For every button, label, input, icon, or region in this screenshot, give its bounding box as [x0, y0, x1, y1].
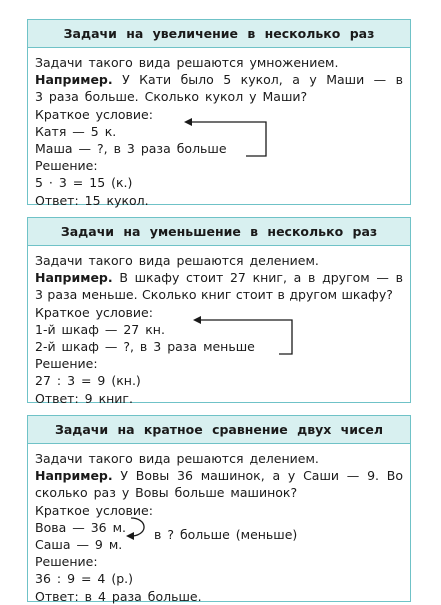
- comparison-question: в ? больше (меньше): [154, 527, 298, 542]
- card-body: [28, 246, 410, 407]
- solution: 27 : 3 = 9 (кн.): [35, 373, 141, 389]
- condition-line-1: [35, 123, 403, 140]
- example-line-1: [35, 71, 403, 88]
- card-title: Задачи на уменьшение в несколько раз: [28, 218, 410, 246]
- condition-label: Краткое условие:: [35, 106, 153, 122]
- example-line-2: 3 раза меньше. Сколько книг стоит в другом шкафу?: [35, 287, 393, 303]
- example-text: У Кати было 5 кукол, а у Маши — в: [122, 72, 403, 88]
- example-lead: Например.: [35, 270, 113, 286]
- example-lead: Например.: [35, 72, 113, 88]
- example-line-1: [35, 269, 403, 286]
- condition-2: 2-й шкаф — ?, в 3 раза меньше: [35, 338, 255, 354]
- example-lead: Например.: [35, 468, 113, 484]
- card-title: Задачи на увеличение в несколько раз: [28, 20, 410, 48]
- intro-text: Задачи такого вида решаются делением.: [35, 253, 319, 268]
- solution: 36 : 9 = 4 (р.): [35, 571, 134, 587]
- condition-2: Маша — ?, в 3 раза больше: [35, 140, 227, 156]
- condition-1: Катя — 5 к.: [35, 123, 117, 139]
- condition-1: 1-й шкаф — 27 кн.: [35, 321, 165, 337]
- solution-label: Решение:: [35, 158, 98, 174]
- intro-text: Задачи такого вида решаются делением.: [35, 451, 319, 466]
- condition-1: Вова — 36 м.: [35, 519, 126, 535]
- condition-line-2: [35, 140, 403, 157]
- solution-label: Решение:: [35, 554, 98, 570]
- example-text: В шкафу стоит 27 книг, а в другом — в: [119, 270, 403, 286]
- intro-text: Задачи такого вида решаются умножением.: [35, 55, 339, 70]
- condition-label: Краткое условие:: [35, 304, 153, 320]
- rule-card-multiple-comparison: [27, 415, 411, 602]
- example-line-1: [35, 467, 403, 484]
- example-line-2: 3 раза больше. Сколько кукол у Маши?: [35, 89, 308, 105]
- example-text: У Вовы 36 машинок, а у Саши — 9. Во: [120, 468, 403, 484]
- card-body: [28, 444, 410, 605]
- answer: Ответ: 9 книг.: [35, 390, 133, 406]
- condition-line-1: [35, 321, 403, 338]
- example-line-2: сколько раз у Вовы больше машинок?: [35, 485, 298, 501]
- condition-2: Саша — 9 м.: [35, 536, 123, 552]
- rule-card-decrease: [27, 217, 411, 406]
- rule-card-increase: [27, 19, 411, 208]
- answer: Ответ: 15 кукол.: [35, 192, 149, 208]
- solution-label: Решение:: [35, 356, 98, 372]
- card-title: Задачи на кратное сравнение двух чисел: [28, 416, 410, 444]
- solution: 5 · 3 = 15 (к.): [35, 175, 133, 191]
- condition-label: Краткое условие:: [35, 502, 153, 518]
- card-body: [28, 48, 410, 209]
- answer: Ответ: в 4 раза больше.: [35, 588, 202, 604]
- condition-line-2: [35, 338, 403, 355]
